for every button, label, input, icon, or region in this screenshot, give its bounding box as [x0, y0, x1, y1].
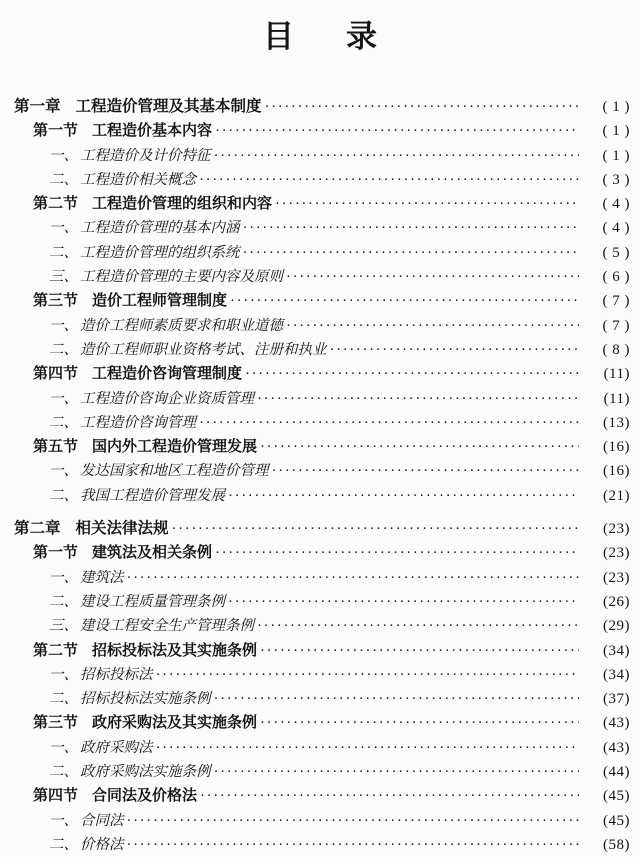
dot-leader — [200, 784, 579, 808]
toc-entry-title: 建设工程质量管理条例 — [80, 593, 225, 610]
toc-entry-page: (23) — [603, 545, 630, 562]
toc-entry-title: 建筑法及相关条例 — [92, 544, 213, 562]
toc-entry — [0, 144, 630, 168]
toc-entry-label: 第四节 — [33, 365, 79, 383]
toc-entry — [0, 168, 630, 192]
toc-entry-page: (58) — [603, 836, 630, 853]
toc-entry-title: 工程造价咨询企业资质管理 — [80, 390, 254, 407]
toc-entry-label: 一、 — [49, 463, 78, 480]
toc-entry-label: 二、 — [49, 836, 78, 853]
toc-entry — [0, 484, 630, 508]
toc-list — [0, 95, 640, 857]
toc-entry-page: (45) — [603, 812, 630, 829]
toc-entry-title: 工程造价管理的组织系统 — [80, 244, 240, 261]
toc-entry — [0, 119, 630, 143]
toc-entry-title: 招标投标法实施条例 — [80, 691, 211, 708]
toc-entry-page: ( 1 ) — [602, 123, 630, 140]
toc-entry-title: 工程造价咨询管理制度 — [92, 365, 243, 383]
toc-entry-title: 造价工程师管理制度 — [92, 292, 228, 310]
dot-leader — [215, 541, 579, 565]
dot-leader — [257, 387, 579, 411]
toc-entry-title: 工程造价管理的基本内涵 — [80, 220, 240, 237]
toc-entry-label: 二、 — [49, 171, 78, 188]
toc-entry-label: 第三节 — [33, 714, 79, 732]
dot-leader — [214, 760, 580, 784]
toc-entry-page: ( 5 ) — [602, 244, 630, 261]
toc-entry-page: (29) — [603, 618, 630, 635]
toc-entry — [0, 614, 630, 638]
dot-leader — [172, 517, 579, 541]
dot-leader — [275, 192, 579, 216]
toc-entry-page: ( 7 ) — [602, 317, 630, 334]
toc-entry-title: 工程造价及计价特征 — [80, 147, 211, 164]
dot-leader — [228, 590, 579, 614]
dot-leader — [156, 736, 580, 760]
toc-entry — [0, 338, 630, 362]
toc-entry — [0, 314, 630, 338]
toc-entry-label: 一、 — [49, 569, 78, 586]
toc-entry-page: ( 7 ) — [602, 293, 630, 310]
toc-entry-label: 第一节 — [33, 544, 79, 562]
dot-leader — [214, 144, 580, 168]
dot-leader — [215, 119, 579, 143]
toc-entry-label: 二、 — [49, 691, 78, 708]
toc-entry-label: 三、 — [49, 269, 78, 286]
toc-entry-title: 我国工程造价管理发展 — [80, 487, 225, 504]
toc-entry-label: 二、 — [49, 764, 78, 781]
toc-entry-page: ( 8 ) — [602, 341, 630, 358]
toc-entry-label: 一、 — [49, 220, 78, 237]
toc-entry-label: 第二节 — [33, 641, 79, 659]
toc-entry — [0, 541, 630, 565]
toc-entry-page: (11) — [603, 366, 630, 383]
toc-entry-label: 一、 — [49, 147, 78, 164]
toc-entry-label: 三、 — [49, 618, 78, 635]
dot-leader — [260, 435, 579, 459]
toc-entry — [0, 687, 630, 711]
toc-entry-page: (34) — [603, 666, 630, 683]
dot-leader — [260, 711, 579, 735]
toc-entry-page: ( 1 ) — [602, 99, 630, 115]
toc-entry-label: 二、 — [49, 414, 78, 431]
toc-entry — [0, 833, 630, 857]
toc-entry-label: 一、 — [49, 390, 78, 407]
toc-entry-title: 政府采购法 — [80, 739, 153, 756]
toc-entry-label: 一、 — [49, 739, 78, 756]
dot-leader — [286, 265, 579, 289]
toc-entry-label: 第二章 — [14, 520, 61, 538]
toc-entry-page: (11) — [603, 390, 630, 407]
toc-entry-title: 招标投标法 — [80, 666, 153, 683]
toc-entry-page: (16) — [603, 463, 630, 480]
toc-entry — [0, 192, 630, 216]
toc-entry — [0, 289, 630, 313]
toc-entry-label: 第五节 — [33, 438, 79, 456]
dot-leader — [243, 241, 580, 265]
toc-entry — [0, 411, 630, 435]
toc-entry-label: 第一章 — [14, 98, 61, 115]
toc-entry-title: 价格法 — [80, 836, 124, 853]
toc-entry-page: ( 1 ) — [602, 147, 630, 164]
toc-entry-label: 一、 — [49, 666, 78, 683]
toc-entry-page: (45) — [603, 788, 630, 805]
toc-entry — [0, 809, 630, 833]
toc-entry-title: 政府采购法及其实施条例 — [92, 714, 258, 732]
toc-entry-title: 造价工程师素质要求和职业道德 — [80, 317, 283, 334]
toc-entry-title: 建设工程安全生产管理条例 — [80, 618, 254, 635]
dot-leader — [260, 639, 579, 663]
toc-entry-label: 第三节 — [33, 292, 79, 310]
toc-entry-title: 造价工程师职业资格考试、注册和执业 — [80, 341, 327, 358]
dot-leader — [127, 809, 580, 833]
toc-entry-title: 相关法律法规 — [75, 520, 169, 538]
toc-entry-label: 二、 — [49, 341, 78, 358]
dot-leader — [230, 289, 579, 313]
toc-entry — [0, 387, 630, 411]
toc-entry-title: 建筑法 — [80, 569, 124, 586]
toc-entry-page: (44) — [603, 764, 630, 781]
toc-entry-page: (43) — [603, 715, 630, 732]
toc-entry — [0, 265, 630, 289]
toc-entry — [0, 639, 630, 663]
toc-entry-title: 政府采购法实施条例 — [80, 764, 211, 781]
toc-entry-label: 二、 — [49, 487, 78, 504]
toc-entry-title: 招标投标法及其实施条例 — [92, 641, 258, 659]
toc-entry-page: ( 4 ) — [602, 196, 630, 213]
toc-entry-title: 工程造价相关概念 — [80, 171, 196, 188]
toc-entry-title: 合同法 — [80, 812, 124, 829]
toc-entry — [0, 736, 630, 760]
toc-entry-page: (16) — [603, 439, 630, 456]
dot-leader — [257, 614, 579, 638]
dot-leader — [214, 687, 580, 711]
dot-leader — [127, 566, 580, 590]
toc-entry-label: 第一节 — [33, 122, 79, 140]
toc-entry-page: (37) — [603, 691, 630, 708]
toc-entry — [0, 711, 630, 735]
toc-entry — [0, 435, 630, 459]
toc-entry-title: 工程造价管理及其基本制度 — [75, 98, 262, 115]
toc-entry-title: 发达国家和地区工程造价管理 — [80, 463, 269, 480]
toc-entry-page: (23) — [603, 521, 630, 538]
dot-leader — [127, 833, 580, 857]
dot-leader — [156, 663, 580, 687]
toc-entry — [0, 459, 630, 483]
toc-entry-page: (34) — [603, 642, 630, 659]
toc-entry-label: 第四节 — [33, 787, 79, 805]
dot-leader — [245, 362, 579, 386]
dot-leader — [272, 459, 580, 483]
toc-entry-label: 一、 — [49, 812, 78, 829]
dot-leader — [286, 314, 579, 338]
toc-entry-title: 工程造价咨询管理 — [80, 414, 196, 431]
toc-entry-label: 一、 — [49, 317, 78, 334]
page-title-char: 录 — [346, 18, 377, 54]
toc-entry-page: (26) — [603, 593, 630, 610]
toc-entry — [0, 663, 630, 687]
toc-entry — [0, 760, 630, 784]
toc-entry — [0, 517, 630, 541]
dot-leader — [228, 484, 579, 508]
toc-entry — [0, 95, 630, 119]
toc-entry-title: 工程造价基本内容 — [92, 122, 213, 140]
toc-entry-page: ( 4 ) — [602, 220, 630, 237]
toc-entry-label: 二、 — [49, 593, 78, 610]
toc-entry — [0, 590, 630, 614]
dot-leader — [199, 168, 579, 192]
toc-entry-title: 合同法及价格法 — [92, 787, 198, 805]
toc-entry-page: (43) — [603, 739, 630, 756]
page-title-char: 目 — [263, 18, 294, 54]
toc-entry — [0, 216, 630, 240]
toc-entry — [0, 566, 630, 590]
toc-entry-page: ( 6 ) — [602, 269, 630, 286]
dot-leader — [265, 95, 579, 119]
toc-entry-label: 二、 — [49, 244, 78, 261]
toc-entry — [0, 362, 630, 386]
toc-entry-label: 第二节 — [33, 195, 79, 213]
toc-entry-title: 工程造价管理的组织和内容 — [92, 195, 273, 213]
dot-leader — [199, 411, 579, 435]
toc-entry-page: (21) — [603, 487, 630, 504]
toc-entry-page: ( 3 ) — [602, 171, 630, 188]
toc-entry-page: (23) — [603, 569, 630, 586]
dot-leader — [330, 338, 580, 362]
toc-entry-page: (13) — [603, 414, 630, 431]
dot-leader — [243, 216, 580, 240]
toc-entry — [0, 784, 630, 808]
toc-entry-title: 国内外工程造价管理发展 — [92, 438, 258, 456]
toc-entry-title: 工程造价管理的主要内容及原则 — [80, 269, 283, 286]
page-title — [0, 15, 640, 54]
toc-entry — [0, 241, 630, 265]
